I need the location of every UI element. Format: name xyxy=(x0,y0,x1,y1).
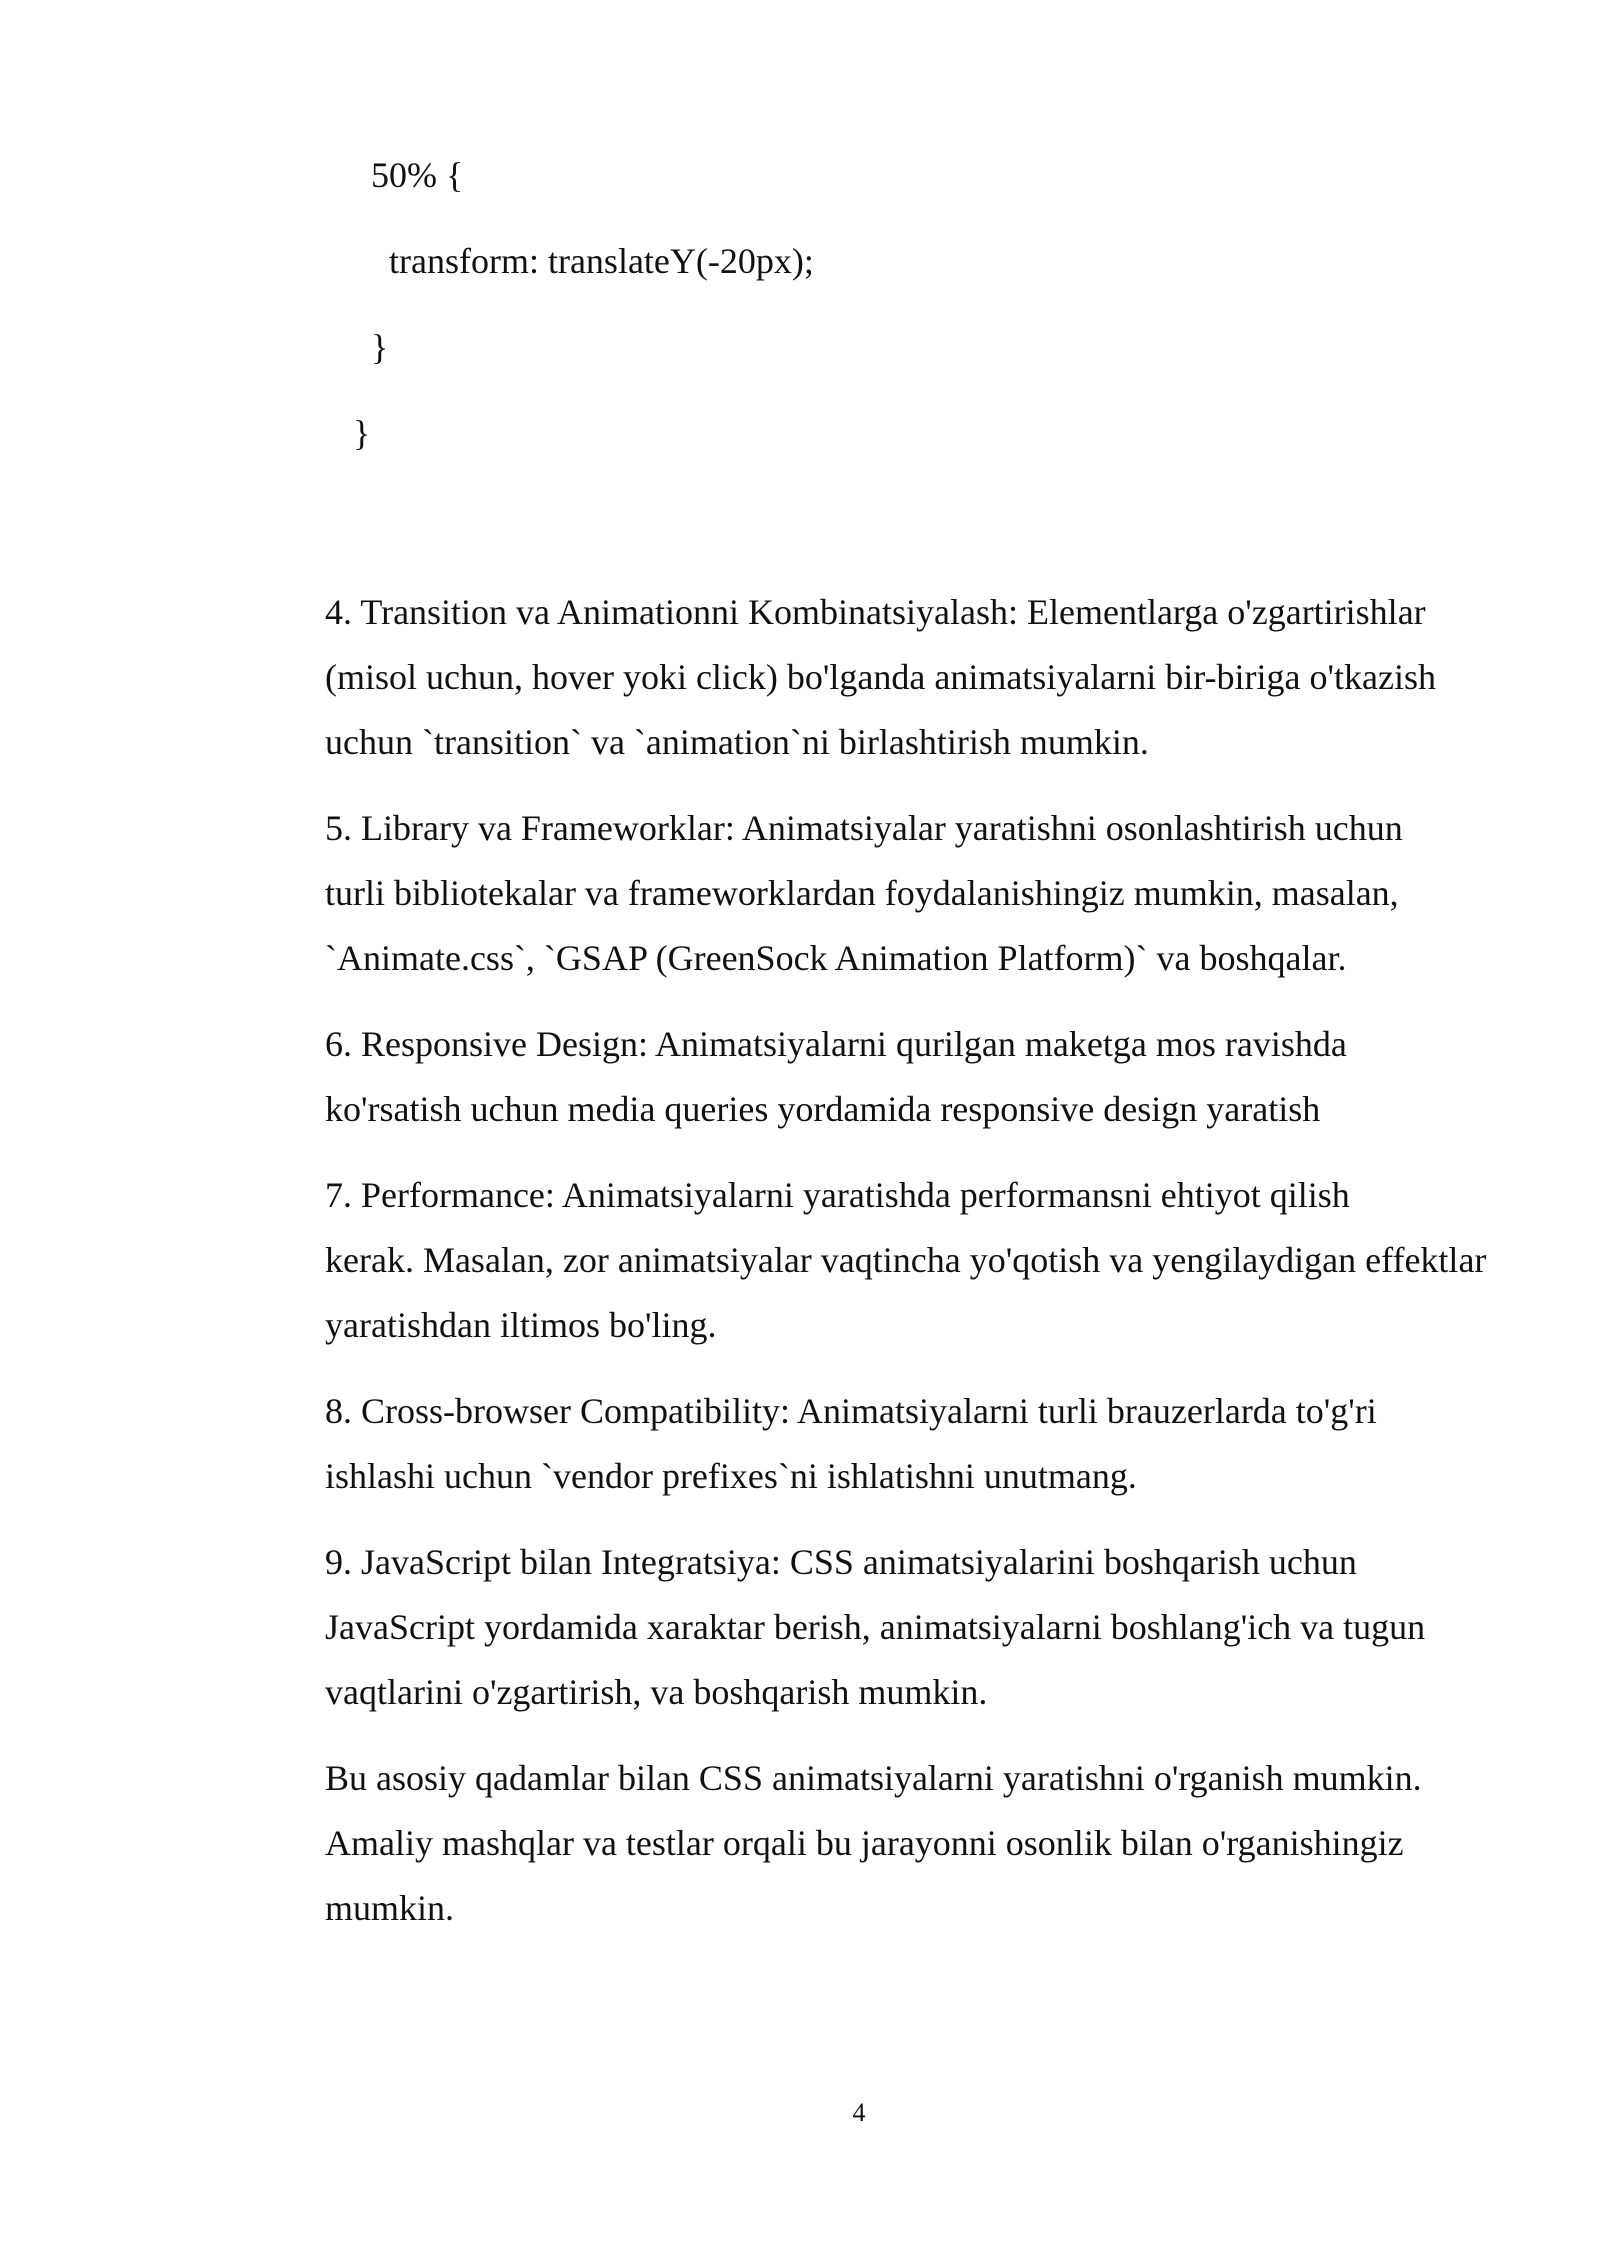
paragraph-line: mumkin. xyxy=(325,1888,455,1928)
paragraph-line: ko'rsatish uchun media queries yordamida responsive design yaratish xyxy=(325,1089,1321,1129)
paragraph-transition-animation xyxy=(229,580,1491,775)
page-number: 4 xyxy=(852,2098,866,2127)
code-line-close-inner: } xyxy=(371,327,389,367)
paragraph-cross-browser xyxy=(229,1379,1491,1509)
paragraph-line: 8. Cross-browser Compatibility: Animatsiyalarni turli brauzerlarda to'g'ri xyxy=(325,1391,1377,1431)
code-line-keyframe-50: 50% { xyxy=(371,155,464,195)
paragraph-line: 4. Transition va Animationni Kombinatsiyalash: Elementlarga o'zgartirishlar xyxy=(325,592,1426,632)
paragraph-line: yaratishdan iltimos bo'ling. xyxy=(325,1305,717,1345)
paragraph-line: ishlashi uchun `vendor prefixes`ni ishlatishni unutmang. xyxy=(325,1456,1137,1496)
paragraph-responsive-design xyxy=(229,1012,1491,1142)
paragraph-javascript-integration xyxy=(229,1530,1491,1725)
code-line-close-outer: } xyxy=(353,413,371,453)
paragraph-line: Amaliy mashqlar va testlar orqali bu jarayonni osonlik bilan o'rganishingiz xyxy=(325,1823,1404,1863)
paragraph-line: (misol uchun, hover yoki click) bo'lganda animatsiyalarni bir-biriga o'tkazish xyxy=(325,657,1436,697)
paragraph-line: 6. Responsive Design: Animatsiyalarni qurilgan maketga mos ravishda xyxy=(325,1024,1347,1064)
paragraph-line: 7. Performance: Animatsiyalarni yaratishda performansni ehtiyot qilish xyxy=(325,1175,1350,1215)
paragraph-line: kerak. Masalan, zor animatsiyalar vaqtincha yo'qotish va yengilaydigan effektlar xyxy=(325,1240,1487,1280)
paragraph-line: JavaScript yordamida xaraktar berish, animatsiyalarni boshlang'ich va tugun xyxy=(325,1607,1426,1647)
paragraph-line: 5. Library va Frameworklar: Animatsiyalar yaratishni osonlashtirish uchun xyxy=(325,808,1403,848)
paragraph-line: uchun `transition` va `animation`ni birlashtirish mumkin. xyxy=(325,722,1149,762)
body-text xyxy=(229,580,1491,1962)
paragraph-line: `Animate.css`, `GSAP (GreenSock Animation Platform)` va boshqalar. xyxy=(325,938,1347,978)
paragraph-line: turli bibliotekalar va frameworklardan foydalanishingiz mumkin, masalan, xyxy=(325,873,1399,913)
paragraph-line: 9. JavaScript bilan Integratsiya: CSS animatsiyalarini boshqarish uchun xyxy=(325,1542,1357,1582)
paragraph-library-frameworks xyxy=(229,796,1491,991)
paragraph-line: vaqtlarini o'zgartirish, va boshqarish mumkin. xyxy=(325,1672,988,1712)
paragraph-line: Bu asosiy qadamlar bilan CSS animatsiyalarni yaratishni o'rganish mumkin. xyxy=(325,1758,1422,1798)
code-line-transform: transform: translateY(-20px); xyxy=(389,241,814,281)
paragraph-conclusion xyxy=(229,1746,1491,1941)
paragraph-performance xyxy=(229,1163,1491,1358)
